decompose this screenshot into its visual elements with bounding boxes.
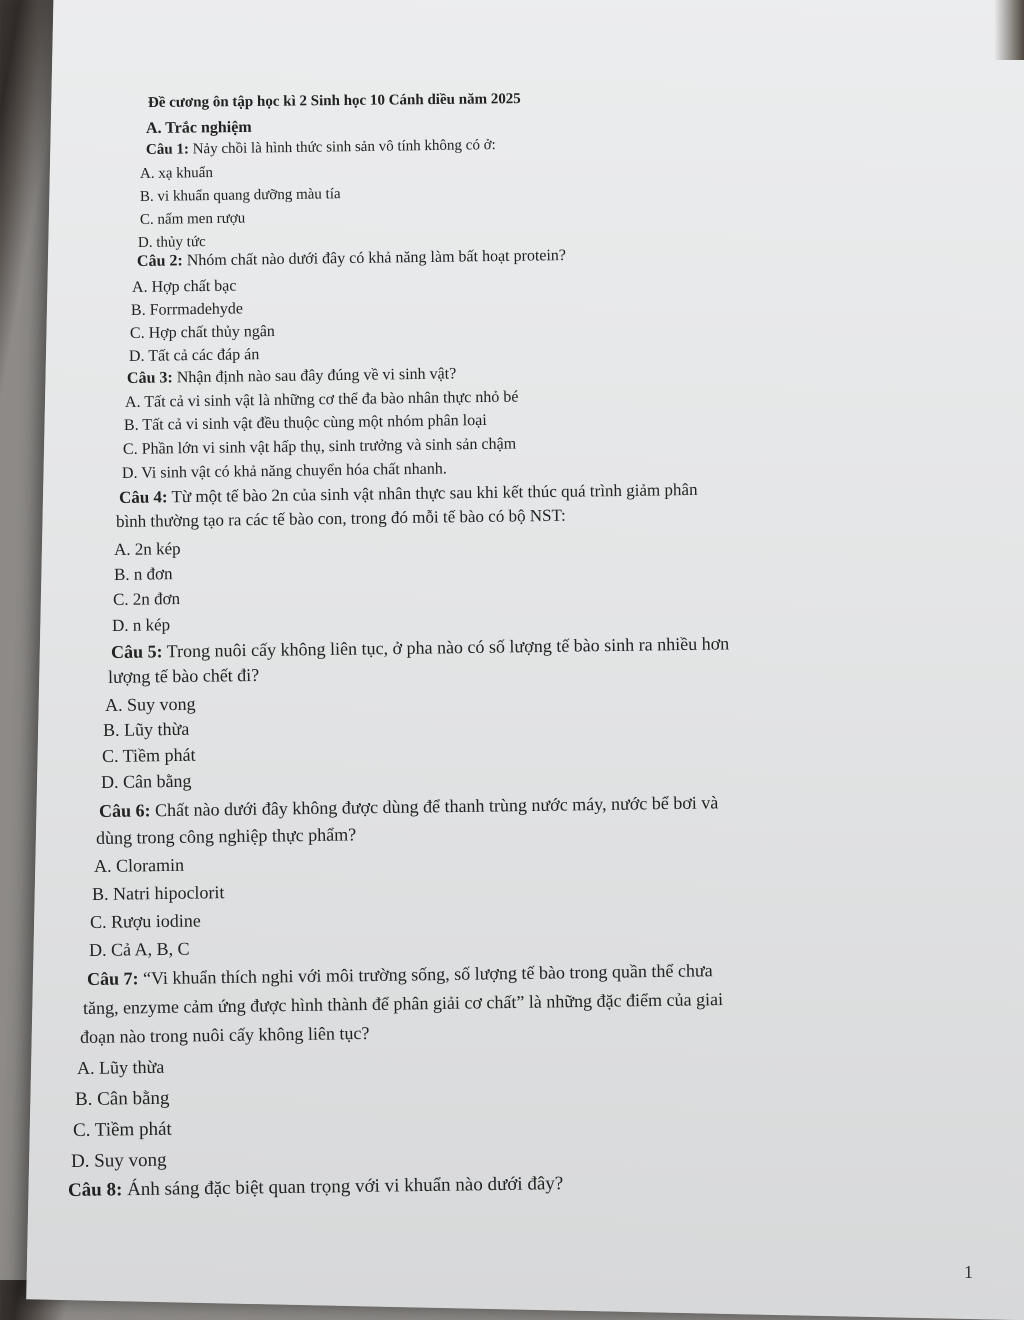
question-6-option: D. Cả A, B, C	[88, 938, 190, 960]
question-3-option: A. Tất cả vi sinh vật là những cơ thể đa bào nhân thực nhỏ bé	[124, 388, 519, 411]
question-3-text	[127, 366, 456, 387]
question-1-option: D. thủy tức	[137, 234, 206, 251]
question-2-option: D. Tất cả các đáp án	[128, 346, 260, 365]
question-2-label: Câu 2:	[136, 252, 183, 270]
question-2-option: B. Forrmadehyde	[130, 300, 244, 319]
question-3-label: Câu 3:	[126, 369, 173, 387]
question-5-option: A. Suy vong	[104, 693, 196, 715]
question-1-option: C. nấm men rượu	[139, 210, 246, 228]
question-1-option: B. vi khuẩn quang dưỡng màu tía	[139, 186, 341, 205]
question-6-option: A. Cloramin	[93, 854, 185, 876]
question-7-option: A. Lũy thừa	[76, 1056, 165, 1078]
question-8-text	[68, 1174, 563, 1200]
question-2-option: A. Hợp chất bạc	[131, 277, 237, 296]
question-5-stem-cont: lượng tế bào chết đi?	[107, 664, 260, 687]
question-2-text	[137, 248, 566, 270]
question-5-label: Câu 5:	[110, 641, 163, 662]
question-4-text	[119, 481, 698, 506]
question-5-stem: Trong nuôi cấy không liên tục, ở pha nào có số lượng tế bào sinh ra nhiều hơn	[162, 633, 730, 662]
question-5-option: C. Tiềm phát	[101, 744, 196, 766]
question-4-option: C. 2n đơn	[112, 589, 181, 609]
question-5-option: D. Cân bằng	[100, 770, 192, 792]
question-7-option: B. Cân bằng	[74, 1087, 170, 1110]
question-5-text	[111, 634, 729, 661]
question-1-option: A. xạ khuẩn	[139, 164, 214, 182]
question-7-stem-cont: đoạn nào trong nuôi cấy không liên tục?	[79, 1022, 370, 1047]
question-1-stem: Nảy chồi là hình thức sinh sản vô tính không có ở:	[188, 137, 496, 158]
question-4-option: A. 2n kép	[113, 539, 181, 559]
question-4-stem-cont: bình thường tạo ra các tế bào con, trong đó mỗi tế bào có bộ NST:	[115, 505, 566, 531]
question-8-label: Câu 8:	[67, 1179, 123, 1201]
question-2-stem: Nhóm chất nào dưới đây có khả năng làm bất hoạt protein?	[182, 247, 567, 270]
question-5-option: B. Lũy thừa	[102, 718, 190, 740]
question-3-option: B. Tất cả vi sinh vật đều thuộc cùng một nhóm phân loại	[123, 411, 487, 434]
question-3-option: C. Phần lớn vi sinh vật hấp thụ, sinh trưởng và sinh sản chậm	[122, 435, 517, 458]
question-7-text	[87, 961, 713, 988]
question-3-stem: Nhận định nào sau đây đúng về vi sinh vật?	[172, 365, 457, 387]
question-7-option: C. Tiềm phát	[72, 1118, 172, 1141]
question-6-text	[99, 793, 719, 820]
question-7-stem: “Vi khuẩn thích nghi với môi trường sống, số lượng tế bào trong quần thể chưa	[138, 960, 713, 989]
question-6-label: Câu 6:	[98, 800, 151, 821]
section-heading: A. Trắc nghiệm	[145, 118, 252, 137]
question-7-option: D. Suy vong	[70, 1149, 167, 1172]
question-2-option: C. Hợp chất thủy ngân	[129, 322, 275, 342]
question-1-label: Câu 1:	[145, 141, 190, 158]
question-6-option: B. Natri hipoclorit	[91, 882, 225, 904]
question-1-text	[146, 138, 496, 158]
question-8-stem: Ánh sáng đặc biệt quan trọng với vi khuẩn nào dưới đây?	[122, 1173, 564, 1201]
question-7-label: Câu 7:	[86, 968, 139, 989]
page-number: 1	[964, 1262, 973, 1282]
question-4-option: B. n đơn	[113, 564, 173, 584]
question-6-option: C. Rượu iodine	[89, 910, 201, 932]
question-4-option: D. n kép	[111, 615, 171, 635]
question-6-stem-cont: dùng trong công nghiệp thực phẩm?	[95, 824, 357, 848]
question-3-option: D. Vi sinh vật có khả năng chuyển hóa chất nhanh.	[121, 460, 447, 482]
question-4-stem: Từ một tế bào 2n của sinh vật nhân thực sau khi kết thúc quá trình giảm phân	[167, 479, 698, 507]
document-title: Đề cương ôn tập học kì 2 Sinh học 10 Cánh diều năm 2025	[147, 91, 521, 111]
question-7-stem-cont: tăng, enzyme cảm ứng được hình thành để phân giải cơ chất” là những đặc điểm của giai	[82, 989, 724, 1018]
question-4-label: Câu 4:	[118, 487, 168, 507]
question-6-stem: Chất nào dưới đây không được dùng để thanh trùng nước máy, nước bể bơi và	[150, 792, 719, 821]
